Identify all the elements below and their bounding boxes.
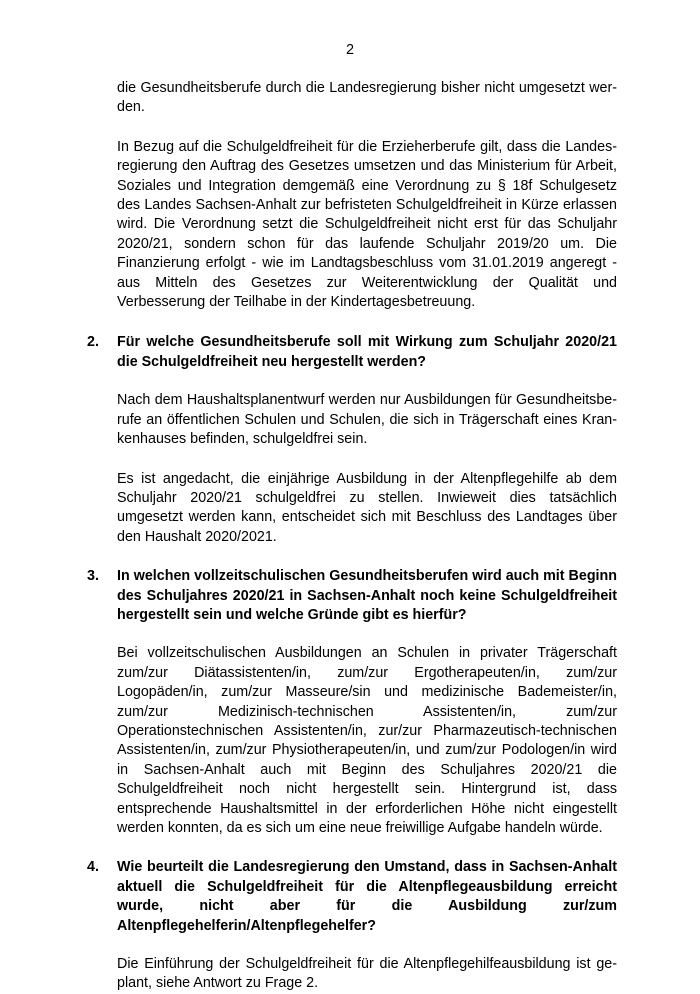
intro-paragraph: In Bezug auf die Schulgeldfreiheit für die Erzieherberufe gilt, dass die Landesregierung den Auftrag des Gesetzes umsetzen und das Ministerium für Arbeit, Soziales und Integration demgemäß eine Verordnung zu § 18f Schulgesetz des Landes Sachsen-Anhalt zur befristeten Schulgeldfreiheit in Kürze erlassen wird. Die Verordnung setzt die Schulgeldfreiheit nicht erst für das Schuljahr 2020/21, sondern schon für das laufende Schuljahr 2019/20 um. Die Finanzierung erfolgt - wie im Landtagsbeschluss vom 31.01.2019 angeregt - aus Mitteln des Gesetzes zur Weiterentwicklung der Qualität und Verbesserung der Teilhabe in der Kindertagesbetreuung. xyxy=(117,138,617,311)
document-body xyxy=(87,79,617,994)
question-text: Für welche Gesundheitsberufe soll mit Wirkung zum Schuljahr 2020/21 die Schulgeldfreiheit neu hergestellt werden? xyxy=(117,334,617,370)
question-3 xyxy=(87,567,617,625)
question-text: In welchen vollzeitschulischen Gesundheitsberufen wird auch mit Beginn des Schuljahres 2020/21 in Sachsen-Anhalt noch keine Schulgeldfreiheit hergestellt sein und welche Gründe gibt es hierfür? xyxy=(117,568,617,623)
question-number: 3. xyxy=(87,568,99,585)
page-number: 2 xyxy=(345,42,355,58)
question-number: 2. xyxy=(87,334,99,351)
answer-paragraph: Bei vollzeitschulischen Ausbildungen an Schulen in privater Trägerschaft zum/zur Diätassistenten/in, zum/zur Ergotherapeuten/in, zum/zur Logopäden/in, zum/zur Masseure/sin und medizinische Bademeister/in, zum/zur Medizinisch-technischen Assistenten/in, zum/zur Operationstechnischen Assistenten/in, zur/zur Pharmazeutisch-technischen Assistenten/in, zum/zur Physiotherapeuten/in, und zum/zur Podologen/in wird in Sachsen-Anhalt auch mit Beginn des Schuljahres 2020/21 die Schulgeldfreiheit noch nicht hergestellt sein. Hintergrund ist, dass entsprechende Haushaltsmittel in der erforderlichen Höhe nicht eingestellt werden konnten, da es sich um eine neue freiwillige Aufgabe handeln würde. xyxy=(117,645,617,836)
question-4 xyxy=(87,858,617,936)
question-2 xyxy=(87,333,617,372)
question-text: Wie beurteilt die Landesregierung den Umstand, dass in Sachsen-Anhalt aktuell die Schulgeldfreiheit für die Altenpflegeausbildung erreicht wurde, nicht aber für die Ausbildung zur/zum Altenpflegehelferin/Altenpflegehelfer? xyxy=(117,859,617,934)
answer-paragraph: Die Einführung der Schulgeldfreiheit für die Altenpflegehilfeausbildung ist geplant, siehe Antwort zu Frage 2. xyxy=(117,956,617,992)
intro-paragraph: die Gesundheitsberufe durch die Landesregierung bisher nicht umgesetzt werden. xyxy=(117,80,617,116)
answer-paragraph: Nach dem Haushaltsplanentwurf werden nur Ausbildungen für Gesundheitsberufe an öffentlichen Schulen und Schulen, die sich in Trägerschaft eines Krankenhauses befinden, schulgeldfrei sein. xyxy=(117,392,617,448)
answer-paragraph: Es ist angedacht, die einjährige Ausbildung in der Altenpflegehilfe ab dem Schuljahr 2020/21 schulgeldfrei zu stellen. Inwieweit dies tatsächlich umgesetzt werden kann, entscheidet sich mit Beschluss des Landtages über den Haushalt 2020/2021. xyxy=(117,470,617,545)
question-number: 4. xyxy=(87,859,99,876)
